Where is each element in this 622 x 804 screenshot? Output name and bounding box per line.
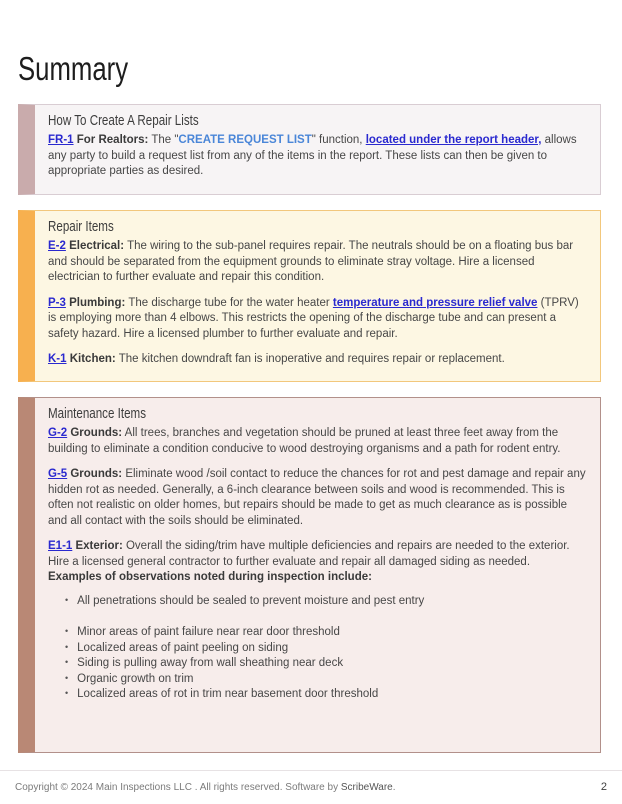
finding-label: Electrical: <box>65 240 125 252</box>
finding-label: Grounds: <box>67 468 123 480</box>
how-to-section-heading: How To Create A Repair Lists <box>48 113 199 129</box>
finding-text: (TPRV) is employing more than 4 elbows. This restricts the opening of the discharge tube and can present a safety hazard. Hire a licensed plumber to further evaluate and repair. <box>48 296 579 340</box>
software-link[interactable]: ScribeWare <box>340 782 393 793</box>
page-footer <box>0 770 622 793</box>
bullet-item: • Siding is pulling away from wall sheathing near deck <box>65 656 586 672</box>
finding-code-link-e11[interactable]: E1-1 <box>48 540 73 552</box>
finding-code-link-e2[interactable]: E-2 <box>48 240 66 252</box>
finding-text: Eliminate wood /soil contact to reduce the chances for rot and pest damage and repair any hidden rot as needed. Generally, a 6-inch clearance between soils and wood is recommended. This is often not realistic on older homes, but repairs should be made to get as much clearance as is possible and all contact with the soils should be eliminated. <box>48 468 586 527</box>
repair-items-heading: Repair Items <box>48 219 114 235</box>
finding-code-link-g5[interactable]: G-5 <box>48 468 68 480</box>
finding-paragraph-g2 <box>48 426 586 457</box>
finding-text: The wiring to the sub-panel requires repair. The neutrals should be on a floating bus bar and should be separated from the equipment grounds to eliminate stray voltage. Hire a licensed electrician to further evaluate and repair this condition. <box>48 240 574 283</box>
copyright-prefix: Copyright © 2024 Main Inspections LLC . All rights reserved. Software by <box>15 782 341 793</box>
observations-bullet-list <box>48 594 586 703</box>
page-title: Summary <box>18 50 129 87</box>
bullet-item: • Organic growth on trim <box>65 672 586 688</box>
finding-code-link-fr1[interactable]: FR-1 <box>48 134 74 146</box>
finding-text: All trees, branches and vegetation should be pruned at least three feet away from the building to eliminate a condition conducive to wood destroying organisms and a path for rodent entry. <box>48 427 561 455</box>
finding-code-link-p3[interactable]: P-3 <box>48 296 66 309</box>
finding-paragraph-e11 <box>48 539 586 570</box>
repair-items-section <box>18 210 601 382</box>
finding-label: Exterior: <box>72 540 123 552</box>
finding-text: The kitchen downdraft fan is inoperative and requires repair or replacement. <box>115 353 505 365</box>
finding-text: allows any party to build a request list from any of the items in the report. These lists can then be given to appropriate parties as desired. <box>48 134 577 177</box>
report-header-link[interactable]: located under the report header, <box>365 134 542 146</box>
bullet-item: • Minor areas of paint failure near rear door threshold <box>65 625 586 641</box>
finding-code-link-g2[interactable]: G-2 <box>48 427 68 439</box>
finding-text: The discharge tube for the water heater <box>125 296 333 309</box>
bullet-item: • All penetrations should be sealed to prevent moisture and pest entry <box>65 594 586 610</box>
finding-label: Plumbing: <box>65 296 126 309</box>
finding-text: Overall the siding/trim have multiple deficiencies and repairs are needed to the exterior. Hire a licensed general contractor to further evaluate and repair all damaged siding as needed. <box>48 540 570 568</box>
bullet-item: • Localized areas of paint peeling on siding <box>65 641 586 657</box>
tprv-link[interactable]: temperature and pressure relief valve <box>332 296 538 309</box>
finding-label: For Realtors: <box>73 134 149 146</box>
maintenance-items-heading: Maintenance Items <box>48 406 147 422</box>
finding-paragraph-fr1 <box>48 133 586 180</box>
finding-label: Kitchen: <box>66 353 116 365</box>
finding-text: " function, <box>311 134 366 146</box>
finding-paragraph-g5 <box>48 467 586 529</box>
finding-paragraph-p3 <box>48 296 586 343</box>
copyright-suffix: . <box>392 782 396 793</box>
copyright-text <box>15 782 396 793</box>
finding-paragraph-k1 <box>48 352 586 368</box>
finding-code-link-k1[interactable]: K-1 <box>48 353 67 365</box>
function-name-ref: CREATE REQUEST LIST <box>178 134 312 146</box>
maintenance-items-section <box>18 397 601 753</box>
bullet-item: • Localized areas of rot in trim near basement door threshold <box>65 687 586 703</box>
how-to-section <box>18 104 601 195</box>
finding-paragraph-e2 <box>48 239 586 286</box>
examples-heading: Examples of observations noted during inspection include: <box>48 571 372 583</box>
finding-text: The " <box>148 134 179 146</box>
page-number: 2 <box>600 781 607 793</box>
finding-label: Grounds: <box>67 427 123 439</box>
